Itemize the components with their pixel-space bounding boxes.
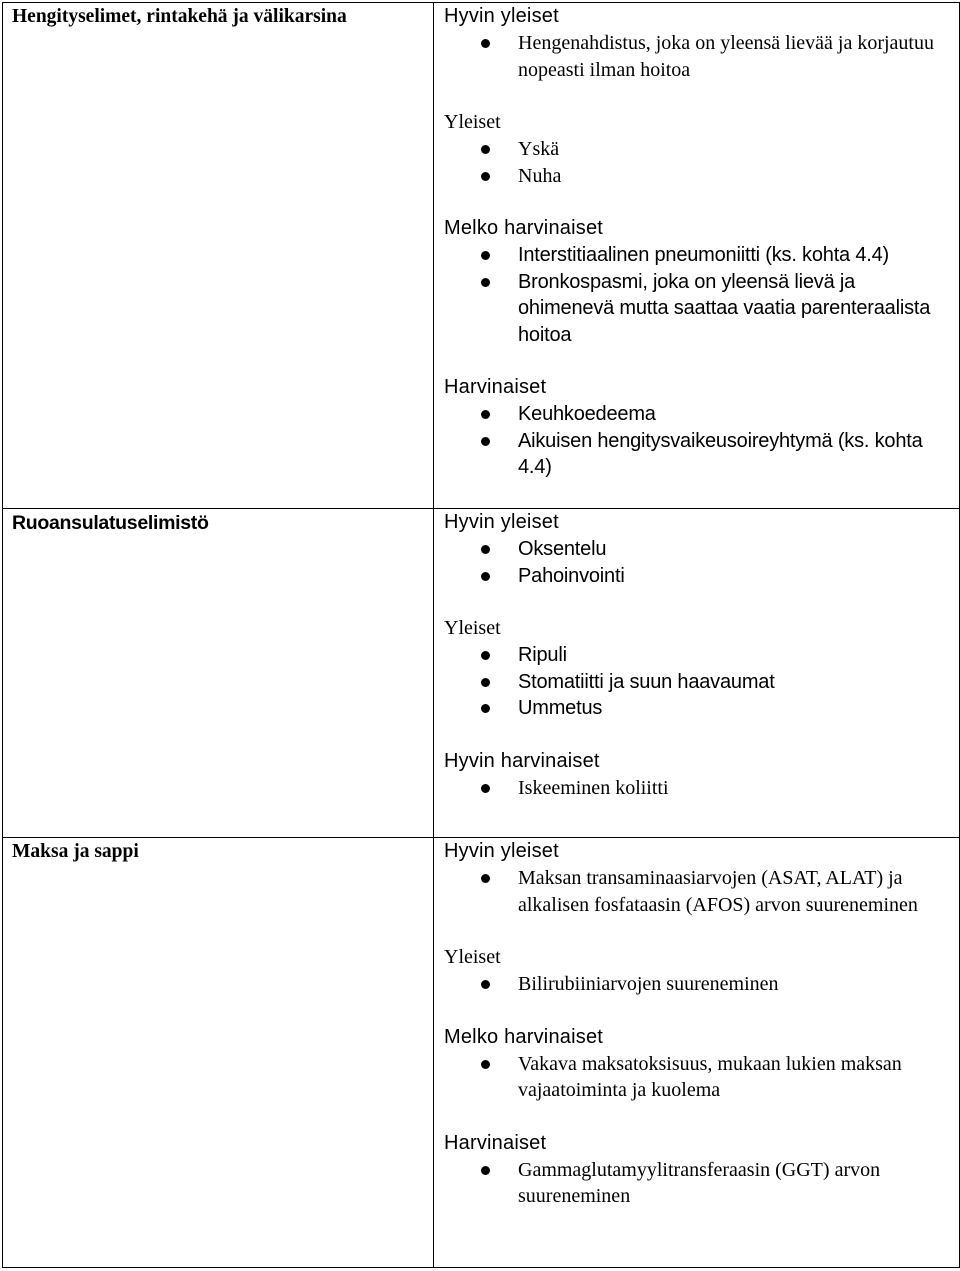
- list-item: [518, 536, 951, 563]
- item-text: Stomatiitti ja suun haavaumat: [518, 670, 775, 693]
- bullet-icon: [481, 704, 490, 713]
- frequency-label: Yleiset: [444, 946, 501, 968]
- frequency-label: Harvinaiset: [444, 376, 547, 398]
- list-item: [518, 563, 951, 590]
- frequency-group: [444, 215, 951, 348]
- bullet-icon: [481, 784, 490, 793]
- table-row: [3, 509, 960, 838]
- bullet-icon: [481, 678, 490, 687]
- bullet-icon: [481, 39, 490, 48]
- list-item: [518, 428, 951, 481]
- list-item: [518, 642, 951, 669]
- table-row: [3, 838, 960, 1268]
- frequency-label: Hyvin yleiset: [444, 840, 559, 862]
- organ-cell: [3, 3, 434, 509]
- bullet-icon: [481, 172, 490, 181]
- bullet-icon: [481, 410, 490, 419]
- item-text: Vakava maksatoksisuus, mukaan lukien maksan vajaatoiminta ja kuolema: [518, 1052, 902, 1101]
- frequency-label: Hyvin yleiset: [444, 5, 559, 27]
- list-item: [518, 163, 951, 190]
- list-item: [518, 669, 951, 696]
- item-text: Iskeeminen koliitti: [518, 776, 669, 799]
- bullet-icon: [481, 145, 490, 154]
- list-item: [518, 971, 951, 998]
- table-row: [3, 3, 960, 509]
- frequency-group: [444, 615, 951, 722]
- bullet-icon: [481, 437, 490, 446]
- list-item: [518, 136, 951, 163]
- list-item: [518, 401, 951, 428]
- item-text: Ummetus: [518, 697, 603, 719]
- item-text: Aikuisen hengitysvaikeusoireyhtymä (ks. kohta 4.4): [518, 429, 923, 478]
- organ-label: Hengityselimet, rintakehä ja välikarsina: [12, 6, 347, 27]
- frequency-group: [444, 109, 951, 189]
- frequency-label: Yleiset: [444, 111, 501, 133]
- bullet-icon: [481, 1060, 490, 1069]
- item-text: Keuhkoedeema: [518, 403, 656, 425]
- list-item: [518, 775, 951, 802]
- effects-cell: [434, 509, 960, 838]
- list-item: [518, 865, 951, 918]
- frequency-group: [444, 944, 951, 998]
- frequency-group: [444, 748, 951, 802]
- frequency-group: [444, 374, 951, 481]
- organ-cell: [3, 509, 434, 838]
- organ-cell: [3, 838, 434, 1268]
- bullet-icon: [481, 651, 490, 660]
- item-text: Nuha: [518, 164, 562, 187]
- frequency-group: [444, 509, 951, 589]
- frequency-group: [444, 1130, 951, 1210]
- list-item: [518, 242, 951, 269]
- organ-label: Maksa ja sappi: [12, 841, 139, 862]
- frequency-label: Melko harvinaiset: [444, 217, 604, 239]
- frequency-label: Yleiset: [444, 617, 501, 639]
- item-text: Maksan transaminaasiarvojen (ASAT, ALAT) ja alkalisen fosfataasin (AFOS) arvon suureneminen: [518, 867, 918, 916]
- frequency-label: Hyvin harvinaiset: [444, 749, 600, 772]
- frequency-group: [444, 3, 951, 83]
- frequency-label: Harvinaiset: [444, 1131, 547, 1154]
- frequency-group: [444, 838, 951, 918]
- effects-cell: [434, 3, 960, 509]
- frequency-group: [444, 1024, 951, 1104]
- frequency-label: Hyvin yleiset: [444, 511, 559, 533]
- list-item: [518, 1157, 951, 1210]
- item-text: Ripuli: [518, 644, 567, 666]
- item-text: Pahoinvointi: [518, 564, 625, 587]
- item-text: Hengenahdistus, joka on yleensä lievää ja korjautuu nopeasti ilman hoitoa: [518, 32, 934, 81]
- bullet-icon: [481, 874, 490, 883]
- item-text: Bilirubiiniarvojen suureneminen: [518, 973, 779, 995]
- organ-label: Ruoansulatuselimistö: [12, 512, 209, 534]
- frequency-label: Melko harvinaiset: [444, 1025, 604, 1048]
- effects-cell: [434, 838, 960, 1268]
- item-text: Gammaglutamyylitransferaasin (GGT) arvon suureneminen: [518, 1158, 881, 1207]
- list-item: [518, 30, 951, 83]
- list-item: [518, 269, 951, 349]
- bullet-icon: [481, 572, 490, 581]
- bullet-icon: [481, 251, 490, 260]
- item-text: Interstitiaalinen pneumoniitti (ks. kohta 4.4): [518, 244, 889, 266]
- bullet-icon: [481, 1166, 490, 1175]
- item-text: Bronkospasmi, joka on yleensä lievä ja ohimenevä mutta saattaa vaatia parenteraalista hoitoa: [518, 270, 931, 346]
- bullet-icon: [481, 278, 490, 287]
- bullet-icon: [481, 980, 490, 989]
- item-text: Oksentelu: [518, 538, 607, 560]
- bullet-icon: [481, 545, 490, 554]
- item-text: Yskä: [518, 138, 560, 160]
- list-item: [518, 695, 951, 722]
- adverse-effects-table: [2, 2, 960, 1268]
- list-item: [518, 1051, 951, 1104]
